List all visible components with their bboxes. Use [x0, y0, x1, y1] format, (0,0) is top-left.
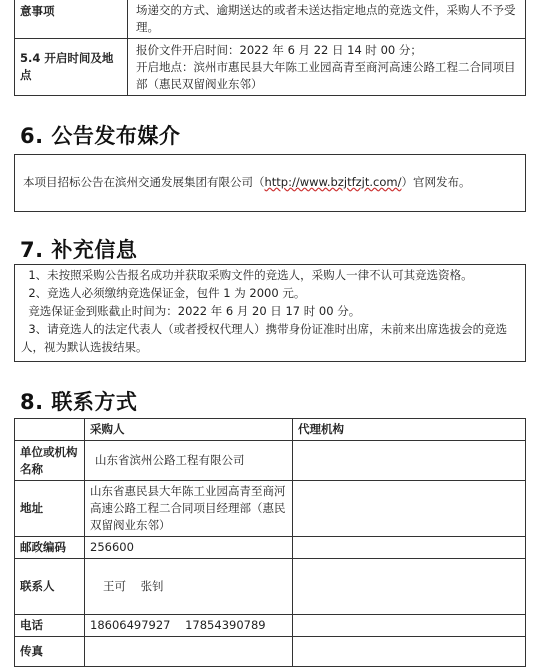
table-row — [15, 615, 526, 637]
header-cell-agency: 代理机构 — [293, 419, 526, 441]
row-label: 意事项 — [15, 0, 128, 39]
buyer-address: 山东省惠民县大年陈工业园高青至商河高速公路工程二合同项目经理部（惠民双留阀业东邻） — [85, 481, 293, 537]
table-row — [15, 0, 526, 39]
table-row — [15, 481, 526, 537]
buyer-name: 山东省滨州公路工程有限公司 — [85, 441, 293, 481]
open-time: 报价文件开启时间：2022 年 6 月 22 日 14 时 00 分； — [136, 42, 422, 57]
table-row — [15, 537, 526, 559]
row-value: 场递交的方式、逾期送达的或者未送达指定地点的竞选文件，采购人不予受理。 — [128, 0, 526, 39]
buyer-fax — [85, 637, 293, 667]
info-line: 竞选保证金到账截止时间为：2022 年 6 月 20 日 17 时 00 分。 — [21, 304, 361, 318]
official-site-link[interactable]: http://www.bzjtfzjt.com/ — [264, 175, 402, 189]
agency-fax — [293, 637, 526, 667]
section-6-heading: 6. 公告发布媒介 — [20, 124, 181, 148]
media-text-end: ）官网发布。 — [401, 175, 471, 189]
row-label: 邮政编码 — [15, 537, 85, 559]
row-label: 地址 — [15, 481, 85, 537]
section-7-heading: 7. 补充信息 — [20, 238, 138, 262]
row-label: 5.4 开启时间及地点 — [15, 39, 128, 96]
table-row — [15, 441, 526, 481]
row-value — [128, 39, 526, 96]
open-location: 开启地点：滨州市惠民县大年陈工业园高青至商河高速公路工程二合同项目部（惠民双留阀业东邻） — [136, 59, 516, 91]
table-row — [15, 559, 526, 615]
info-line: 3、请竞选人的法定代表人（或者授权代理人）携带身份证准时出席，未前来出席选拔会的竞选人，视为默认选拔结果。 — [21, 322, 508, 354]
section-8-heading: 8. 联系方式 — [20, 390, 138, 414]
agency-address — [293, 481, 526, 537]
section-6-box — [14, 154, 526, 212]
agency-postcode — [293, 537, 526, 559]
agency-name — [293, 441, 526, 481]
agency-phone — [293, 615, 526, 637]
table-row — [15, 637, 526, 667]
info-line: 2、竞选人必须缴纳竞选保证金，包件 1 为 2000 元。 — [21, 286, 306, 300]
buyer-contact: 王可 张钊 — [85, 559, 293, 615]
row-label: 联系人 — [15, 559, 85, 615]
agency-contact — [293, 559, 526, 615]
header-cell — [15, 419, 85, 441]
info-line: 1、未按照采购公告报名成功并获取采购文件的竞选人，采购人一律不认可其竞选资格。 — [21, 268, 473, 282]
table-header-row — [15, 419, 526, 441]
row-label: 单位或机构名称 — [15, 441, 85, 481]
top-table — [14, 0, 526, 96]
table-row — [15, 39, 526, 96]
section-7-box — [14, 264, 526, 362]
media-text: 本项目招标公告在滨州交通发展集团有限公司（ — [23, 175, 265, 189]
buyer-phone: 18606497927 17854390789 — [85, 615, 293, 637]
row-label: 电话 — [15, 615, 85, 637]
contact-table — [14, 418, 526, 667]
row-label: 传真 — [15, 637, 85, 667]
header-cell-buyer: 采购人 — [85, 419, 293, 441]
buyer-postcode: 256600 — [85, 537, 293, 559]
